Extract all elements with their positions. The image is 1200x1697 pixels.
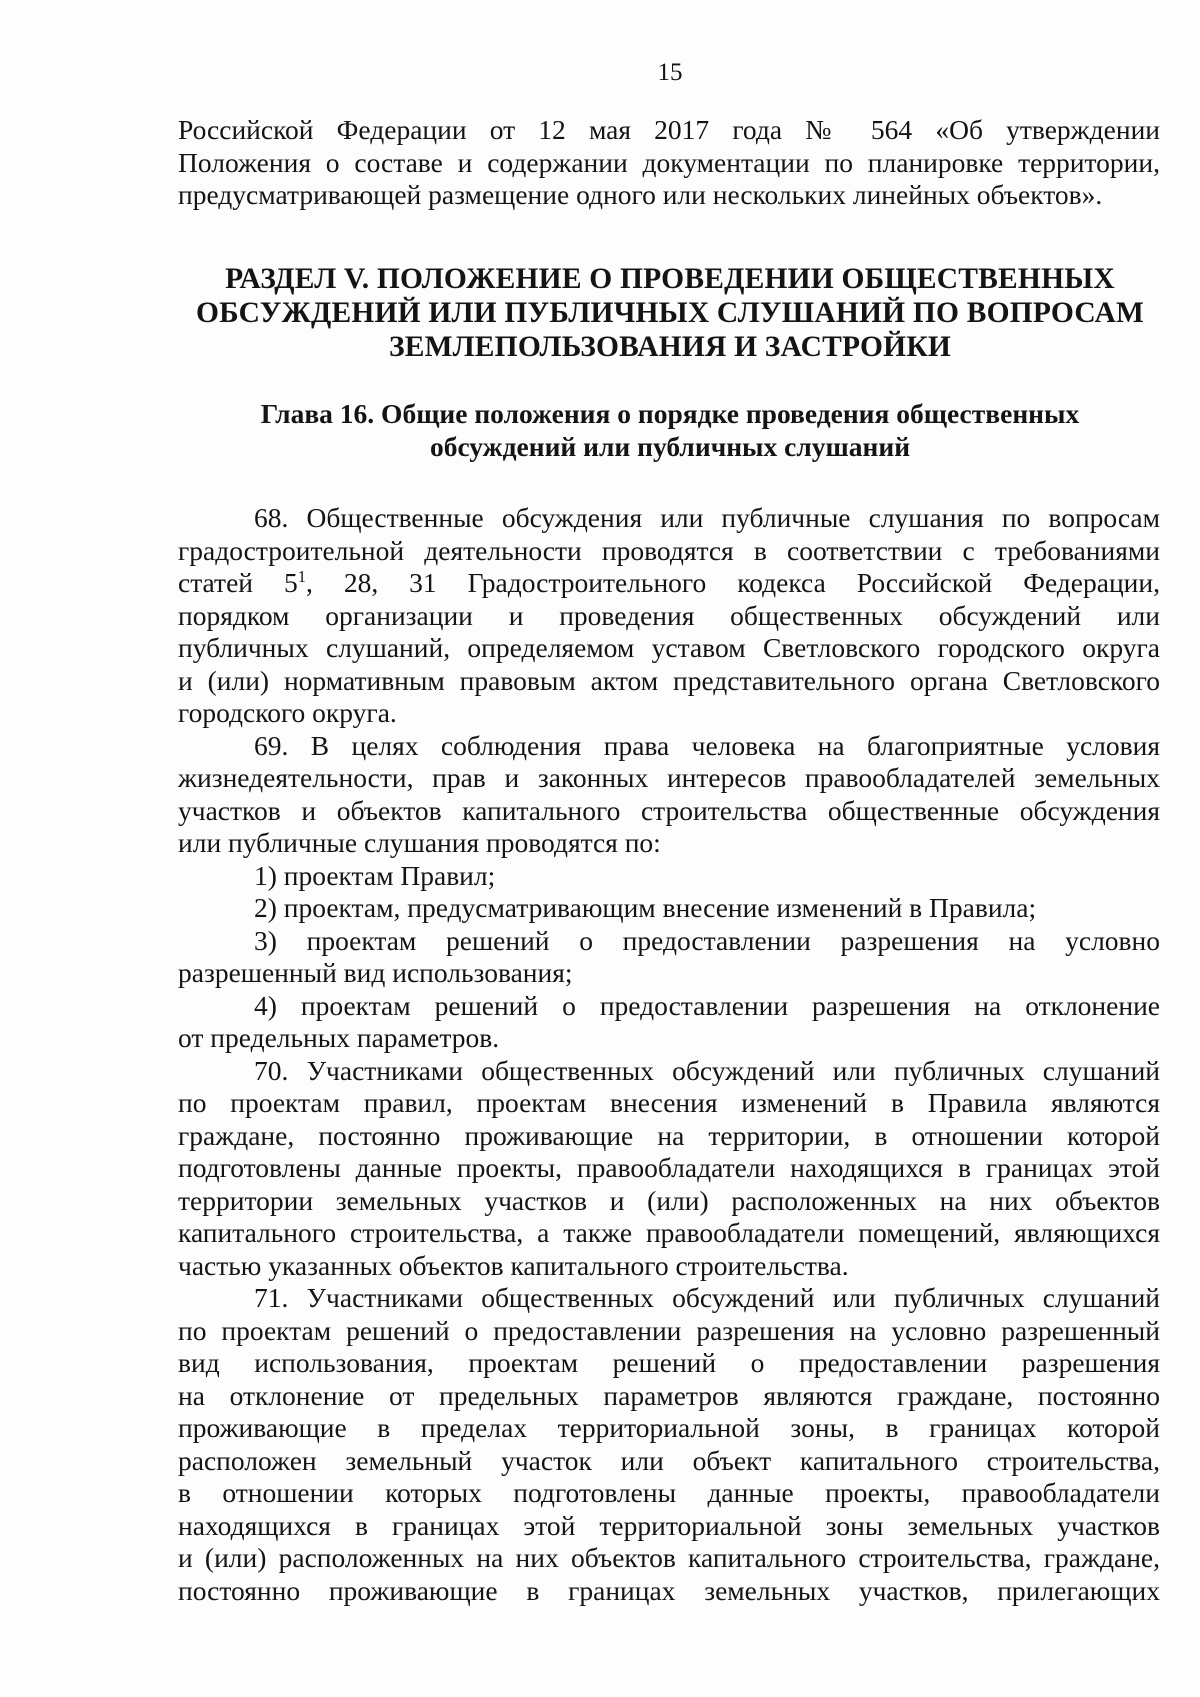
- text-line: городского округа.: [178, 697, 397, 728]
- text-line: по проектам правил, проектам внесения изменений в Правила являются: [178, 1087, 1160, 1118]
- text-line: 71. Участниками общественных обсуждений или публичных слушаний: [254, 1282, 1160, 1313]
- text-line: жизнедеятельности, прав и законных интересов правообладателей земельных: [178, 762, 1160, 793]
- list-item-continuation: разрешенный вид использования;: [178, 957, 573, 988]
- continuation-paragraph: [178, 114, 1160, 212]
- text-line: или публичные слушания проводятся по:: [178, 827, 661, 858]
- section-title: [190, 262, 1150, 364]
- text-line: в отношении которых подготовлены данные проекты, правообладатели: [178, 1477, 1160, 1508]
- text-fragment: , 28, 31 Градостроительного кодекса Российской Федерации,: [305, 567, 1160, 598]
- section-title-line: ОБСУЖДЕНИЙ ИЛИ ПУБЛИЧНЫХ СЛУШАНИЙ ПО ВОПРОСАМ: [195, 297, 1145, 329]
- paragraph-68: [178, 502, 1160, 1607]
- text-line: Российской Федерации от 12 мая 2017 года № 564 «Об утверждении: [178, 114, 1160, 145]
- text-line: предусматривающей размещение одного или нескольких линейных объектов».: [178, 179, 1103, 210]
- text-line: территории земельных участков и (или) расположенных на них объектов: [178, 1184, 1160, 1216]
- page-number: 15: [657, 59, 683, 86]
- text-line: градостроительной деятельности проводятся в соответствии с требованиями: [178, 534, 1160, 566]
- chapter-title: [190, 398, 1150, 463]
- text-line: расположен земельный участок или объект капитального строительства,: [178, 1444, 1160, 1476]
- text-line: вид использования, проектам решений о предоставлении разрешения: [178, 1347, 1160, 1378]
- list-item: 1) проектам Правил;: [254, 859, 496, 891]
- list: [178, 860, 1160, 1055]
- text-line: Положения о составе и содержании документации по планировке территории,: [178, 146, 1160, 178]
- text-line: 69. В целях соблюдения права человека на благоприятные условия: [254, 729, 1160, 761]
- list-item: 3) проектам решений о предоставлении разрешения на условно: [254, 924, 1160, 956]
- list-item: 2) проектам, предусматривающим внесение изменений в Правила;: [254, 892, 1037, 923]
- text-line: постоянно проживающие в границах земельных участков, прилегающих: [178, 1574, 1160, 1606]
- text-line: частью указанных объектов капитального строительства.: [178, 1249, 849, 1281]
- text-fragment: статей 5: [178, 567, 298, 598]
- text-line: [178, 567, 1160, 600]
- text-line: 68. Общественные обсуждения или публичные слушания по вопросам: [254, 502, 1160, 533]
- chapter-title-line: обсуждений или публичных слушаний: [429, 430, 911, 462]
- text-line: порядком организации и проведения общественных обсуждений или: [178, 599, 1160, 631]
- text-line: 70. Участниками общественных обсуждений или публичных слушаний: [254, 1054, 1160, 1086]
- list-item: 4) проектам решений о предоставлении разрешения на отклонение: [254, 989, 1160, 1021]
- paragraph-70: [178, 1055, 1160, 1283]
- section-title-line: РАЗДЕЛ V. ПОЛОЖЕНИЕ О ПРОВЕДЕНИИ ОБЩЕСТВЕННЫХ: [225, 263, 1115, 295]
- list-item-continuation: от предельных параметров.: [178, 1022, 500, 1053]
- chapter-title-line: Глава 16. Общие положения о порядке проведения общественных: [260, 398, 1080, 429]
- text-line: публичных слушаний, определяемом уставом Светловского городского округа: [178, 632, 1160, 663]
- paragraph-71: [178, 1282, 1160, 1607]
- superscript: 1: [297, 566, 306, 586]
- text-line: и (или) нормативным правовым актом представительного органа Светловского: [178, 664, 1160, 696]
- text-line: граждане, постоянно проживающие на территории, в отношении которой: [178, 1119, 1160, 1151]
- text-line: и (или) расположенных на них объектов капитального строительства, граждане,: [178, 1542, 1160, 1573]
- text-line: находящихся в границах этой территориальной зоны земельных участков: [178, 1509, 1160, 1541]
- text-line: капитального строительства, а также правообладатели помещений, являющихся: [178, 1217, 1160, 1248]
- section-title-line: ЗЕМЛЕПОЛЬЗОВАНИЯ И ЗАСТРОЙКИ: [388, 331, 952, 363]
- text-line: проживающие в пределах территориальной зоны, в границах которой: [178, 1412, 1160, 1443]
- paragraph-69: [178, 730, 1160, 860]
- text-line: по проектам решений о предоставлении разрешения на условно разрешенный: [178, 1314, 1160, 1346]
- text-line: на отклонение от предельных параметров являются граждане, постоянно: [178, 1379, 1160, 1411]
- text-line: подготовлены данные проекты, правообладатели находящихся в границах этой: [178, 1152, 1160, 1183]
- text-line: участков и объектов капитального строительства общественные обсуждения: [178, 794, 1160, 826]
